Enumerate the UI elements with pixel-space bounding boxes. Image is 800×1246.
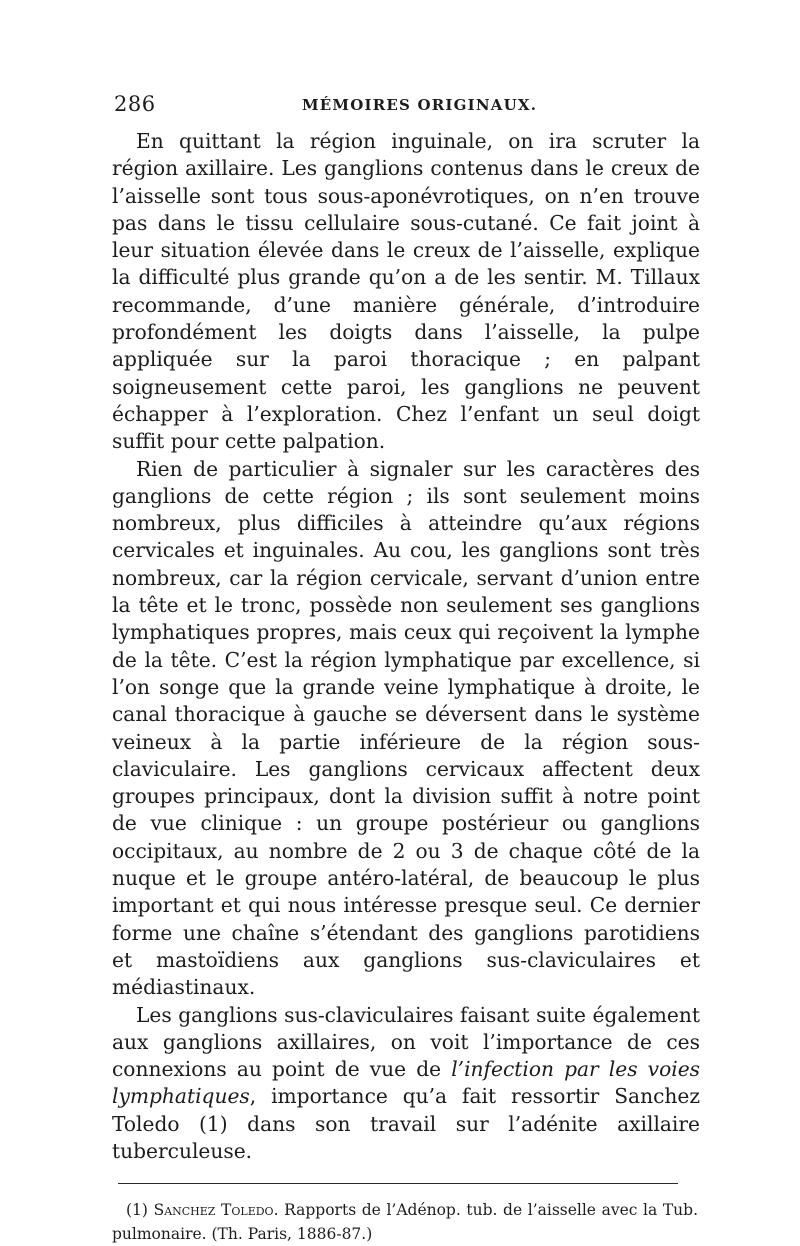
footnote-rule: [118, 1183, 678, 1184]
body-text: [112, 128, 700, 1165]
footnote-author: Sanchez Toledo.: [153, 1201, 279, 1220]
paragraph3-text-start: Les ganglions sus-claviculaires faisant suite également aux ganglions axillaires, on voit l’importance de ces connexions au point de vue de: [112, 1002, 700, 1082]
paragraph3-text-end: , importance qu’a fait ressortir Sanchez Toledo (1) dans son travail sur l’adénite axillaire tuberculeuse.: [112, 1084, 700, 1163]
footnote-text: Rapports de l’Adénop. tub. de l’aisselle avec la Tub. pulmonaire. (Th. Paris, 1886-87.): [112, 1201, 698, 1244]
footnote: [112, 1198, 700, 1246]
paragraph-cervical-ganglia: Rien de particulier à signaler sur les caractères des ganglions de cette région ; ils sont seulement moins nombreux, plus difficiles à atteindre qu’aux régions cervicales et inguinales. Au cou, les ganglions sont très nombreux, car la région cervicale, servant d’union entre la tête et le tronc, possède non seulement ses ganglions lymphatiques propres, mais ceux qui reçoivent la lymphe de la tête. C’est la région lymphatique par excellence, si l’on songe que la grande veine lymphatique à droite, le canal thoracique à gauche se déversent dans le système veineux à la partie inférieure de la région sous-claviculaire. Les ganglions cervicaux affectent deux groupes principaux, dont la division suffit à notre point de vue clinique : un groupe postérieur ou ganglions occipitaux, au nombre de 2 ou 3 de chaque côté de la nuque et le groupe antéro-latéral, de beaucoup le plus important et qui nous intéresse presque seul. Ce dernier forme une chaîne s’étendant des ganglions parotidiens et mastoïdiens aux ganglions sus-claviculaires et médiastinaux.: [112, 456, 700, 1000]
footnote-marker: (1): [126, 1201, 148, 1220]
book-page: [112, 92, 700, 1246]
running-head: [112, 92, 700, 122]
page-number: 286: [114, 92, 156, 116]
running-title: MÉMOIRES ORIGINAUX.: [302, 96, 538, 114]
paragraph3-italic-phrase: l’infection par les voies lymphatiques: [112, 1057, 701, 1109]
paragraph-supraclavicular-ganglia: [112, 1002, 700, 1166]
paragraph-axillary-region: En quittant la région inguinale, on ira scruter la région axillaire. Les ganglions contenus dans le creux de l’aisselle sont tous sous-aponévrotiques, on n’en trouve pas dans le tissu cellulaire sous-cutané. Ce fait joint à leur situation élevée dans le creux de l’aisselle, explique la difficulté plus grande qu’on a de les sentir. M. Tillaux recommande, d’une manière générale, d’introduire profondément les doigts dans l’aisselle, la pulpe appliquée sur la paroi thoracique ; en palpant soigneusement cette paroi, les ganglions ne peuvent échapper à l’exploration. Chez l’enfant un seul doigt suffit pour cette palpation.: [112, 129, 700, 454]
